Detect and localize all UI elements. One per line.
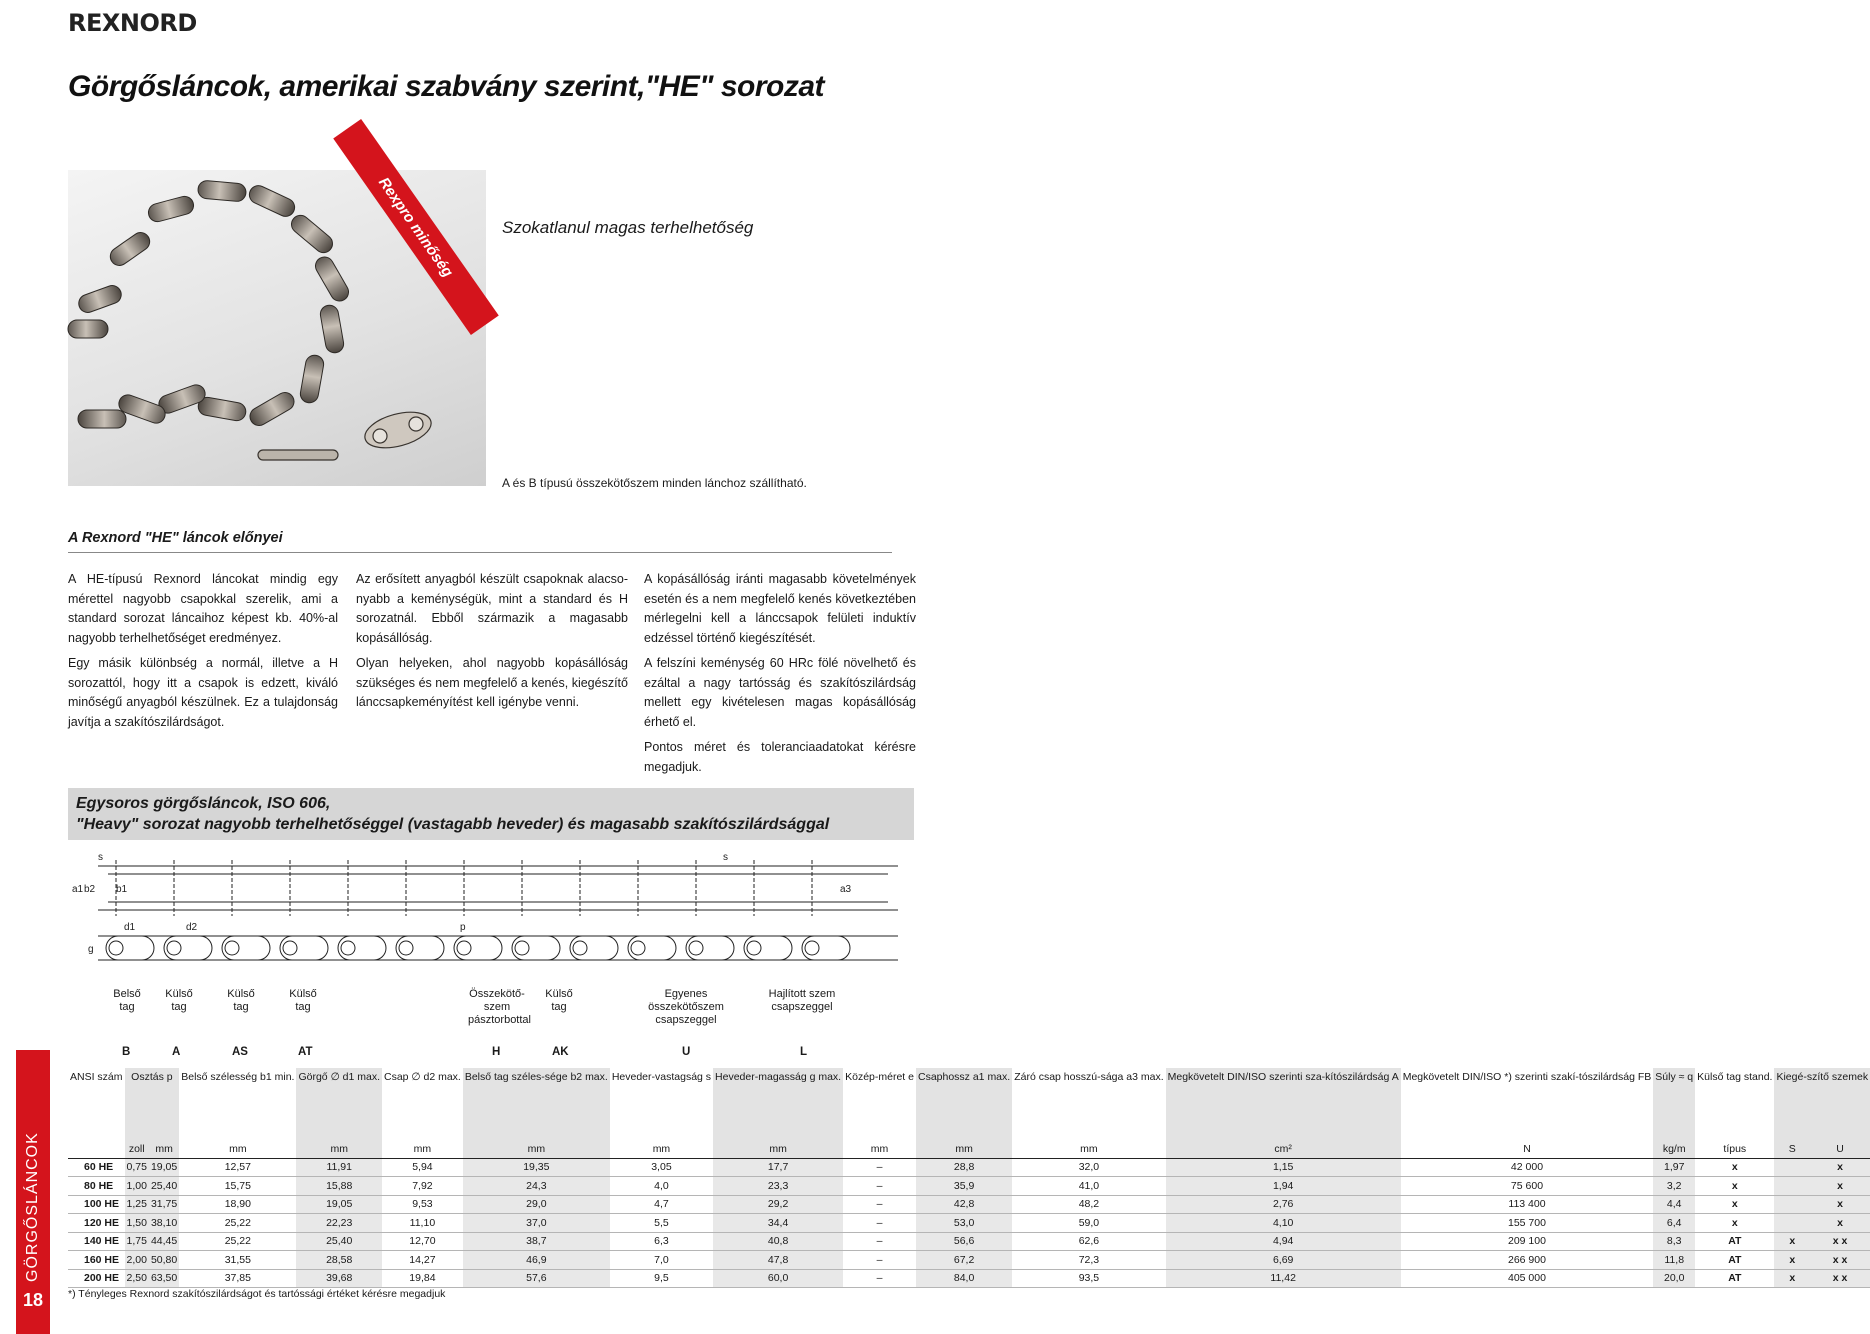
chain-number-cell: 160 HE (68, 1251, 125, 1270)
link-type-label: Összekötő-szem pásztorbottal (468, 988, 531, 1026)
chain-number-cell: 120 HE (68, 1214, 125, 1233)
table-cell: 5,5 (610, 1214, 713, 1233)
roller-circle (805, 941, 819, 955)
link-plate (338, 936, 386, 960)
table-cell: 40,8 (713, 1232, 843, 1251)
table-cell: x (1695, 1177, 1774, 1196)
link-plate (106, 936, 154, 960)
roller-circle (631, 941, 645, 955)
table-cell: 22,23 (296, 1214, 382, 1233)
table-cell: 53,0 (916, 1214, 1012, 1233)
unit: mm (179, 1140, 296, 1158)
advantages-column-1 (68, 570, 338, 738)
link-type-legend (68, 988, 928, 1078)
section-title-line-2: "Heavy" sorozat nagyobb terhelhetőséggel (vastagabb heveder) és magasabb szakítószilárdsággal (76, 816, 830, 833)
table-cell: 28,8 (916, 1158, 1012, 1177)
link-plate (802, 936, 850, 960)
header-pin: Csap ∅ d2 max. (383, 1071, 461, 1083)
link-plate (628, 936, 676, 960)
paragraph: A kopásállóság iránti magasabb követelmények esetén és a nem megfelelő kenés következtében mérlegelni kell a lánccsapok felületi induktív edzéssel történő kiegészítését. (644, 572, 916, 645)
table-cell: 1,00 (125, 1177, 149, 1196)
link-plate (744, 936, 792, 960)
table-cell: 4,10 (1166, 1214, 1401, 1233)
chain-photo (68, 170, 486, 486)
table-cell: 18,90 (179, 1195, 296, 1214)
table-cell: 34,4 (713, 1214, 843, 1233)
table-cell: 75 600 (1401, 1177, 1654, 1196)
table-cell: 60,0 (713, 1269, 843, 1288)
dim-label-a1: a1 (72, 884, 84, 895)
table-cell: 1,25 (125, 1195, 149, 1214)
unit: mm (463, 1140, 610, 1158)
link-type-label: Külső tag (165, 988, 193, 1013)
chain-number-cell: 60 HE (68, 1158, 125, 1177)
table-cell: 24,3 (463, 1177, 610, 1196)
link-plate (686, 936, 734, 960)
table-cell: 1,97 (1653, 1158, 1695, 1177)
table-cell: 4,94 (1166, 1232, 1401, 1251)
table-row (68, 1195, 1870, 1214)
link-plate (280, 936, 328, 960)
header-plate-thickness: Heveder-vastagság s (611, 1071, 712, 1083)
header-area: Megkövetelt DIN/ISO szerinti sza-kítószilárdság A (1166, 1068, 1401, 1140)
link-plate (396, 936, 444, 960)
table-cell: 15,88 (296, 1177, 382, 1196)
table-cell: 5,94 (382, 1158, 463, 1177)
table-cell (1774, 1158, 1810, 1177)
table-cell: 47,8 (713, 1251, 843, 1270)
table-cell (1774, 1195, 1810, 1214)
table-cell: 59,0 (1012, 1214, 1165, 1233)
footnote: *) Tényleges Rexnord szakítószilárdságot és tartóssági értéket kérésre megadjuk (68, 1288, 446, 1300)
table-cell: x (1695, 1195, 1774, 1214)
table-cell: 4,7 (610, 1195, 713, 1214)
table-cell: 84,0 (916, 1269, 1012, 1288)
table-cell: x (1774, 1232, 1810, 1251)
table-cell: 31,55 (179, 1251, 296, 1270)
table-cell: 50,80 (149, 1251, 179, 1270)
table-cell: 8,3 (1653, 1232, 1695, 1251)
table-cell: 7,92 (382, 1177, 463, 1196)
table-cell: 28,58 (296, 1251, 382, 1270)
table-row (68, 1214, 1870, 1233)
table-cell: 2,00 (125, 1251, 149, 1270)
roller-circle (399, 941, 413, 955)
table-cell: 2,50 (125, 1269, 149, 1288)
table-cell: 1,15 (1166, 1158, 1401, 1177)
table-cell: 29,2 (713, 1195, 843, 1214)
table-cell: 57,6 (463, 1269, 610, 1288)
table-cell: x (1774, 1251, 1810, 1270)
tagline: Szokatlanul magas terhelhetőség (502, 218, 754, 237)
header-outer: Külső tag stand. (1697, 1071, 1773, 1083)
link-type-code: H (492, 1046, 501, 1058)
unit: N (1401, 1140, 1654, 1158)
table-cell: x (1774, 1269, 1810, 1288)
table-cell: 1,50 (125, 1214, 149, 1233)
dim-label-s: s (98, 852, 103, 863)
table-cell: x x (1810, 1232, 1870, 1251)
unit: cm² (1166, 1140, 1401, 1158)
table-cell: 56,6 (916, 1232, 1012, 1251)
table-cell: 6,3 (610, 1232, 713, 1251)
table-cell: 19,84 (382, 1269, 463, 1288)
table-cell: x (1810, 1158, 1870, 1177)
roller-circle (167, 941, 181, 955)
table-cell: 15,75 (179, 1177, 296, 1196)
dim-label-p: p (460, 922, 466, 933)
table-header-row (68, 1068, 1870, 1140)
dim-label-s: s (723, 852, 728, 863)
unit: mm (843, 1140, 916, 1158)
header-pin-length: Csaphossz a1 max. (916, 1068, 1012, 1140)
chain-number-cell: 100 HE (68, 1195, 125, 1214)
table-cell: 4,4 (1653, 1195, 1695, 1214)
table-cell: 14,27 (382, 1251, 463, 1270)
table-cell: x x (1810, 1269, 1870, 1288)
advantages-heading: A Rexnord "HE" láncok előnyei (68, 530, 283, 546)
unit: kg/m (1653, 1140, 1695, 1158)
table-cell: AT (1695, 1269, 1774, 1288)
divider (68, 552, 892, 553)
advantages-column-3 (644, 570, 916, 783)
link-type-label: Egyenes összekötőszem csapszeggel (648, 988, 724, 1026)
table-cell: 67,2 (916, 1251, 1012, 1270)
advantages-column-2 (356, 570, 628, 719)
unit: U (1810, 1140, 1870, 1158)
table-cell: 266 900 (1401, 1251, 1654, 1270)
table-cell: 37,85 (179, 1269, 296, 1288)
dim-label-a3: a3 (840, 884, 852, 895)
link-type-code: U (682, 1046, 691, 1058)
table-cell: 19,05 (296, 1195, 382, 1214)
table-cell: 2,76 (1166, 1195, 1401, 1214)
table-cell: AT (1695, 1251, 1774, 1270)
table-cell: 1,94 (1166, 1177, 1401, 1196)
header-inner-link: Belső tag széles-sége b2 max. (463, 1068, 610, 1140)
roller-circle (515, 941, 529, 955)
header-mid: Közép-méret e (845, 1071, 914, 1083)
unit: S (1774, 1140, 1810, 1158)
table-cell: 29,0 (463, 1195, 610, 1214)
table-cell: 11,10 (382, 1214, 463, 1233)
table-cell: 11,91 (296, 1158, 382, 1177)
table-cell: x x (1810, 1251, 1870, 1270)
table-cell: 48,2 (1012, 1195, 1165, 1214)
table-cell: – (843, 1177, 916, 1196)
table-cell: 6,69 (1166, 1251, 1401, 1270)
unit: mm (296, 1140, 382, 1158)
header-inner-width: Belső szélesség b1 min. (181, 1071, 295, 1083)
table-unit-row (68, 1140, 1870, 1158)
table-row (68, 1251, 1870, 1270)
table-cell: 72,3 (1012, 1251, 1165, 1270)
table-cell: 42 000 (1401, 1158, 1654, 1177)
table-cell: 11,8 (1653, 1251, 1695, 1270)
rexnord-logo (68, 8, 197, 38)
paragraph: A felszíni keménység 60 HRc fölé növelhető és ezáltal a nagy tartósság és szakítószilárdság mellett egy kivételesen magas kopásállóság érhető el. (644, 656, 916, 729)
table-cell: 44,45 (149, 1232, 179, 1251)
header-extra: Kiegé-szítő szemek (1774, 1068, 1870, 1140)
link-type-code: AK (552, 1046, 569, 1058)
header-weight: Súly ≈ q (1653, 1068, 1695, 1140)
table-cell: 113 400 (1401, 1195, 1654, 1214)
table-row (68, 1232, 1870, 1251)
unit: mm (916, 1140, 1012, 1158)
table-row (68, 1269, 1870, 1288)
unit: típus (1695, 1140, 1774, 1158)
link-type-label: Hajlított szem csapszeggel (768, 988, 836, 1013)
table-cell: 12,57 (179, 1158, 296, 1177)
spec-table (68, 1068, 1870, 1288)
table-cell: x (1810, 1177, 1870, 1196)
header-plate-height: Heveder-magasság g max. (713, 1068, 843, 1140)
table-cell: 41,0 (1012, 1177, 1165, 1196)
photo-caption: A és B típusú összekötőszem minden lánchoz szállítható. (502, 476, 807, 490)
paragraph: Olyan helyeken, ahol nagyobb kopásállóság szükséges és nem megfelelő a kenés, kiegészítő lánccsapkeményítést kell igénybe venni. (356, 656, 628, 709)
dim-label-d2: d2 (186, 922, 198, 933)
table-cell: 209 100 (1401, 1232, 1654, 1251)
table-cell: – (843, 1251, 916, 1270)
table-cell: 19,35 (463, 1158, 610, 1177)
table-cell: 39,68 (296, 1269, 382, 1288)
roller-circle (747, 941, 761, 955)
section-title-line-1: Egysoros görgősláncok, ISO 606, (76, 795, 331, 812)
chain-number-cell: 200 HE (68, 1269, 125, 1288)
table-cell: 35,9 (916, 1177, 1012, 1196)
unit: mm (382, 1140, 463, 1158)
table-cell: 25,40 (149, 1177, 179, 1196)
table-cell: 38,10 (149, 1214, 179, 1233)
roller-circle (457, 941, 471, 955)
table-cell: 155 700 (1401, 1214, 1654, 1233)
link-type-label: Külső tag (289, 988, 317, 1013)
roller-circle (109, 941, 123, 955)
header-roller: Görgő ∅ d1 max. (296, 1068, 382, 1140)
table-cell: 6,4 (1653, 1214, 1695, 1233)
unit: mm (713, 1140, 843, 1158)
paragraph: Az erősített anyagból készült csapoknak alacsonyabb a keménységük, mint a standard és H sorozatnál. Ebből származik a magasabb kopásállóság. (356, 572, 628, 645)
page-title: Görgősláncok, amerikai szabvány szerint,"HE" sorozat (68, 70, 825, 103)
chain-number-cell: 140 HE (68, 1232, 125, 1251)
table-cell: 4,0 (610, 1177, 713, 1196)
table-cell: 38,7 (463, 1232, 610, 1251)
dim-label-g: g (88, 944, 94, 955)
table-cell: 3,2 (1653, 1177, 1695, 1196)
link-type-code: L (800, 1046, 808, 1058)
table-cell: x (1695, 1158, 1774, 1177)
link-type-code: A (172, 1046, 181, 1058)
banner-text: Rexpro minőség (375, 173, 457, 281)
paragraph: Pontos méret és toleranciaadatokat kérésre megadjuk. (644, 740, 916, 774)
link-type-code: AT (298, 1046, 313, 1058)
header-pitch: Osztás p (125, 1068, 180, 1140)
table-cell: – (843, 1195, 916, 1214)
table-cell: 63,50 (149, 1269, 179, 1288)
table-cell: 23,3 (713, 1177, 843, 1196)
unit: mm (610, 1140, 713, 1158)
roller-circle (573, 941, 587, 955)
link-plate (222, 936, 270, 960)
table-cell: – (843, 1269, 916, 1288)
link-type-label: Külső tag (227, 988, 255, 1013)
table-cell: 1,75 (125, 1232, 149, 1251)
roller-circle (341, 941, 355, 955)
paragraph: Egy másik különbség a normál, illetve a H sorozattól, hogy itt a csapok is edzett, kiváló minőségű anyagból készülnek. Ez a tulajdonság javítja a szakítószilárdságot. (68, 656, 338, 729)
table-cell: 37,0 (463, 1214, 610, 1233)
table-cell: – (843, 1158, 916, 1177)
table-cell (1774, 1214, 1810, 1233)
dim-label-b2: b2 (84, 884, 96, 895)
link-type-code: B (122, 1046, 131, 1058)
unit: mm (149, 1140, 179, 1158)
table-cell (1774, 1177, 1810, 1196)
table-cell: x (1810, 1195, 1870, 1214)
header-closing: Záró csap hosszú-sága a3 max. (1014, 1071, 1164, 1083)
logo-text: REXNORD (68, 9, 197, 37)
table-cell: 62,6 (1012, 1232, 1165, 1251)
side-tab-label: GÖRGŐSLÁNCOK (24, 1132, 41, 1282)
chain-technical-drawing (68, 848, 928, 978)
table-cell: 46,9 (463, 1251, 610, 1270)
table-cell: 20,0 (1653, 1269, 1695, 1288)
link-plate (512, 936, 560, 960)
paragraph: A HE-típusú Rexnord láncokat mindig egy mérettel nagyobb csapokkal szerelik, ami a standard sorozat láncaihoz képest kb. 40%-al nagyobb terhelhetőséget eredményez. (68, 572, 338, 645)
table-cell: 3,05 (610, 1158, 713, 1177)
table-cell: 25,22 (179, 1232, 296, 1251)
header-ansi: ANSI szám (70, 1071, 123, 1083)
table-cell: x (1695, 1214, 1774, 1233)
table-cell: 9,5 (610, 1269, 713, 1288)
link-plate (570, 936, 618, 960)
table-cell: 0,75 (125, 1158, 149, 1177)
table-cell: AT (1695, 1232, 1774, 1251)
table-cell: 25,40 (296, 1232, 382, 1251)
table-row (68, 1158, 1870, 1177)
chain-number-cell: 80 HE (68, 1177, 125, 1196)
link-plate (164, 936, 212, 960)
unit: zoll (125, 1140, 149, 1158)
section-heading-box (68, 788, 914, 840)
link-type-code: AS (232, 1046, 248, 1058)
dim-label-d1: d1 (124, 922, 136, 933)
roller-circle (689, 941, 703, 955)
link-plate (454, 936, 502, 960)
table-cell: 31,75 (149, 1195, 179, 1214)
dim-label-b1: b1 (116, 884, 128, 895)
table-cell: 7,0 (610, 1251, 713, 1270)
page-number: 18 (22, 1290, 44, 1310)
table-cell: 19,05 (149, 1158, 179, 1177)
roller-circle (283, 941, 297, 955)
roller-circle (225, 941, 239, 955)
table-row (68, 1177, 1870, 1196)
table-cell: – (843, 1232, 916, 1251)
link-type-label: Belső tag (113, 988, 141, 1013)
table-cell: 17,7 (713, 1158, 843, 1177)
table-cell: – (843, 1214, 916, 1233)
table-cell: 9,53 (382, 1195, 463, 1214)
header-tensile: Megkövetelt DIN/ISO *) szerinti szakí-tószilárdság FB (1402, 1071, 1652, 1083)
table-cell: 11,42 (1166, 1269, 1401, 1288)
link-type-label: Külső tag (545, 988, 573, 1013)
table-cell: 12,70 (382, 1232, 463, 1251)
table-cell: x (1810, 1214, 1870, 1233)
table-cell: 405 000 (1401, 1269, 1654, 1288)
table-cell: 32,0 (1012, 1158, 1165, 1177)
unit: mm (1012, 1140, 1165, 1158)
table-cell: 25,22 (179, 1214, 296, 1233)
table-cell: 93,5 (1012, 1269, 1165, 1288)
table-cell: 42,8 (916, 1195, 1012, 1214)
